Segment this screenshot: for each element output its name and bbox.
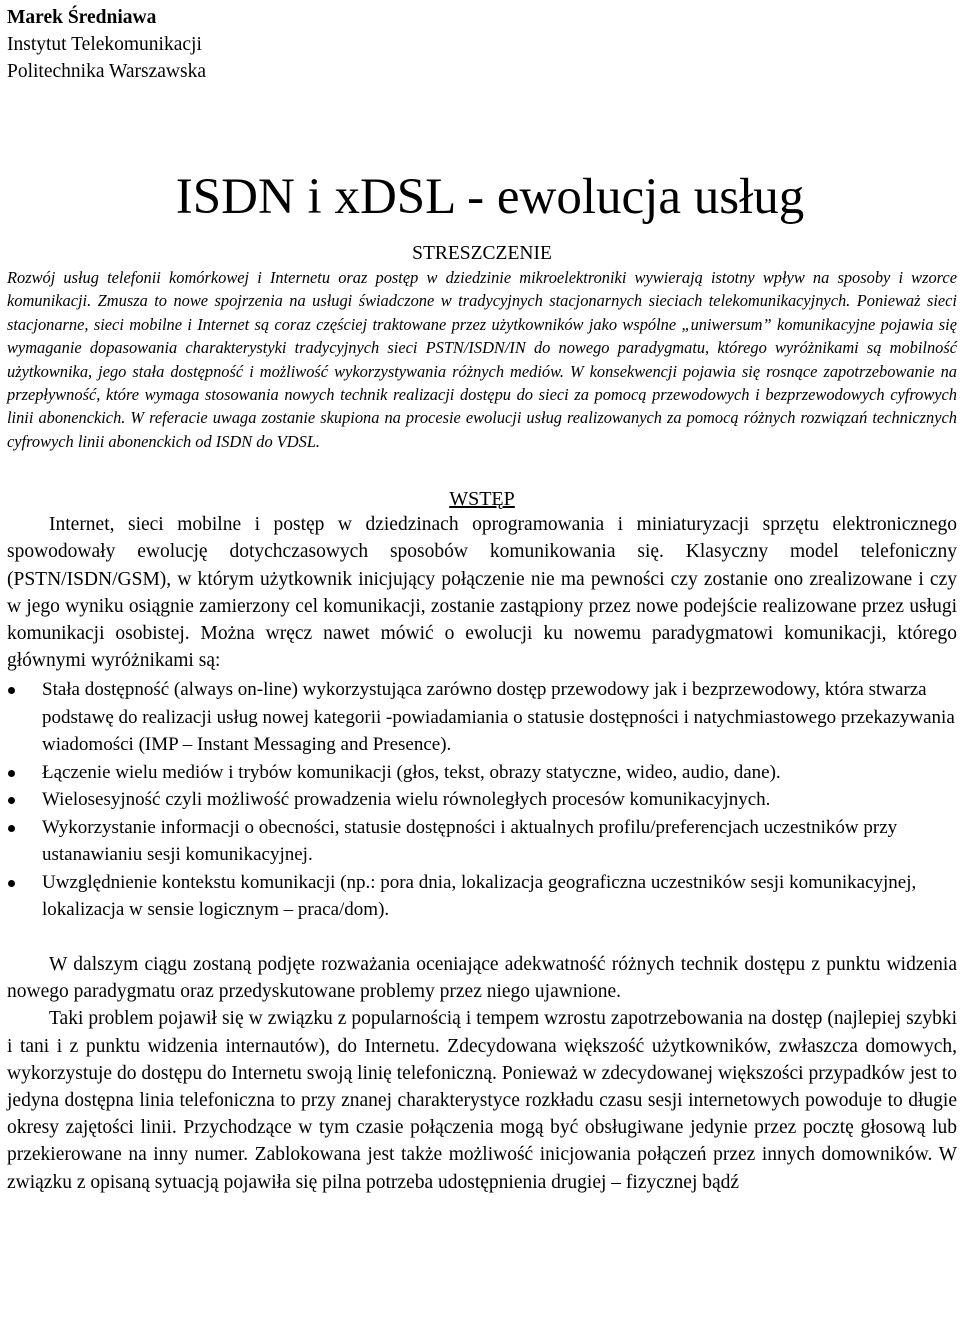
list-item — [7, 786, 957, 814]
bullet-icon — [8, 880, 15, 887]
list-item — [7, 814, 957, 869]
list-item — [7, 676, 957, 759]
list-item — [7, 869, 957, 924]
bullet-icon — [8, 825, 15, 832]
list-item-text: Stała dostępność (always on-line) wykorzystująca zarówno dostęp przewodowy jak i bezprzewodowy, która stwarza podstawę do realizacji usług nowej kategorii -powiadamiania o statusie dostępności i natychmiastowego przekazywania wiadomości (IMP – Instant Messaging and Presence). — [42, 679, 955, 756]
university-name: Politechnika Warszawska — [7, 61, 206, 82]
intro-paragraph-3: Taki problem pojawił się w związku z popularnością i tempem wzrostu zapotrzebowania na dostęp (najlepiej szybki i tani i z punktu widzenia internautów), do Internetu. Zdecydowana większość użytkowników, zwłaszcza domowych, wykorzystuje do dostępu do Internetu swoją linię telefoniczną. Ponieważ w zdecydowanej większości przypadków jest to jedyna dostępna linia telefoniczna to przy znanej charakterystyce rozkładu czasu sesji internetowych powoduje to długie okresy zajętości linii. Przychodzące w tym czasie połączenia mogą być obsługiwane jedynie przez pocztę głosową lub przekierowane na inny numer. Zablokowana jest także możliwość inicjowania połączeń przez innych domowników. W związku z opisaną sytuacją pojawiła się pilna potrzeba udostępnienia drugiej – fizycznej bądź — [7, 1008, 957, 1193]
list-item-text: Uwzględnienie kontekstu komunikacji (np.: pora dnia, lokalizacja geograficzna uczestników sesji komunikacyjnej, lokalizacja w sensie logicznym – praca/dom). — [42, 871, 917, 921]
abstract-heading: STRESZCZENIE — [412, 243, 552, 264]
institute-name: Instytut Telekomunikacji — [7, 34, 202, 55]
list-item-text: Wykorzystanie informacji o obecności, statusie dostępności i aktualnych profilu/preferencjach uczestników przy ustanawianiu sesji komunikacyjnej. — [42, 816, 898, 866]
bullet-icon — [8, 687, 15, 694]
document-title: ISDN i xDSL - ewolucja usług — [175, 169, 805, 225]
feature-list — [7, 676, 957, 924]
intro-paragraph-1: Internet, sieci mobilne i postęp w dziedzinach oprogramowania i miniaturyzacji sprzętu elektronicznego spowodowały ewolucję dotychczasowych sposobów komunikowania się. Klasyczny model telefoniczny (PSTN/ISDN/GSM), w którym użytkownik inicjujący połączenie nie ma pewności czy zostanie ono zrealizowane i czy w jego wyniku osiągnie zamierzony cel komunikacji, zostanie zastąpiony przez nowe podejście realizowane przez usługi komunikacji osobistej. Można wręcz nawet mówić o ewolucji ku nowemu paradygmatowi komunikacji, którego głównymi wyróżnikami są: — [7, 514, 957, 672]
bullet-icon — [8, 770, 15, 777]
bullet-icon — [8, 797, 15, 804]
author-name: Marek Średniawa — [7, 7, 157, 28]
intro-heading: WSTĘP — [449, 488, 515, 511]
abstract-text: Rozwój usług telefonii komórkowej i Internetu oraz postęp w dziedzinie mikroelektroniki wywierają istotny wpływ na sposoby i wzorce komunikacji. Zmusza to nowe spojrzenia na usługi świadczone w tradycyjnych stacjonarnych sieciach telekomunikacyjnych. Ponieważ sieci stacjonarne, sieci mobilne i Internet są coraz częściej traktowane przez użytkowników jako wspólne „uniwersum” komunikacyjne pojawia się wymaganie dopasowania charakterystyki tradycyjnych sieci PSTN/ISDN/IN do nowego paradygmatu, którego wyróżnikami są mobilność użytkownika, jego stała dostępność i możliwość wykorzystywania różnych mediów. W konsekwencji pojawia się rosnące zapotrzebowanie na przepływność, które wymaga stosowania nowych technik realizacji dostępu do sieci za pomocą przewodowych i bezprzewodowych cyfrowych linii abonenckich. W referacie uwaga zostanie skupiona na procesie ewolucji usług realizowanych za pomocą różnych rozwiązań technicznych cyfrowych linii abonenckich od ISDN do VDSL. — [7, 268, 957, 451]
list-item-text: Wielosesyjność czyli możliwość prowadzenia wielu równoległych procesów komunikacyjnych. — [42, 789, 771, 811]
list-item-text: Łączenie wielu mediów i trybów komunikacji (głos, tekst, obrazy statyczne, wideo, audio, dane). — [42, 761, 781, 783]
document-page — [7, 4, 957, 1196]
intro-paragraph-2: W dalszym ciągu zostaną podjęte rozważania oceniające adekwatność różnych technik dostępu z punktu widzenia nowego paradygmatu oraz przedyskutowane problemy przez niego ujawnione. — [7, 953, 957, 1003]
list-item — [7, 759, 957, 787]
